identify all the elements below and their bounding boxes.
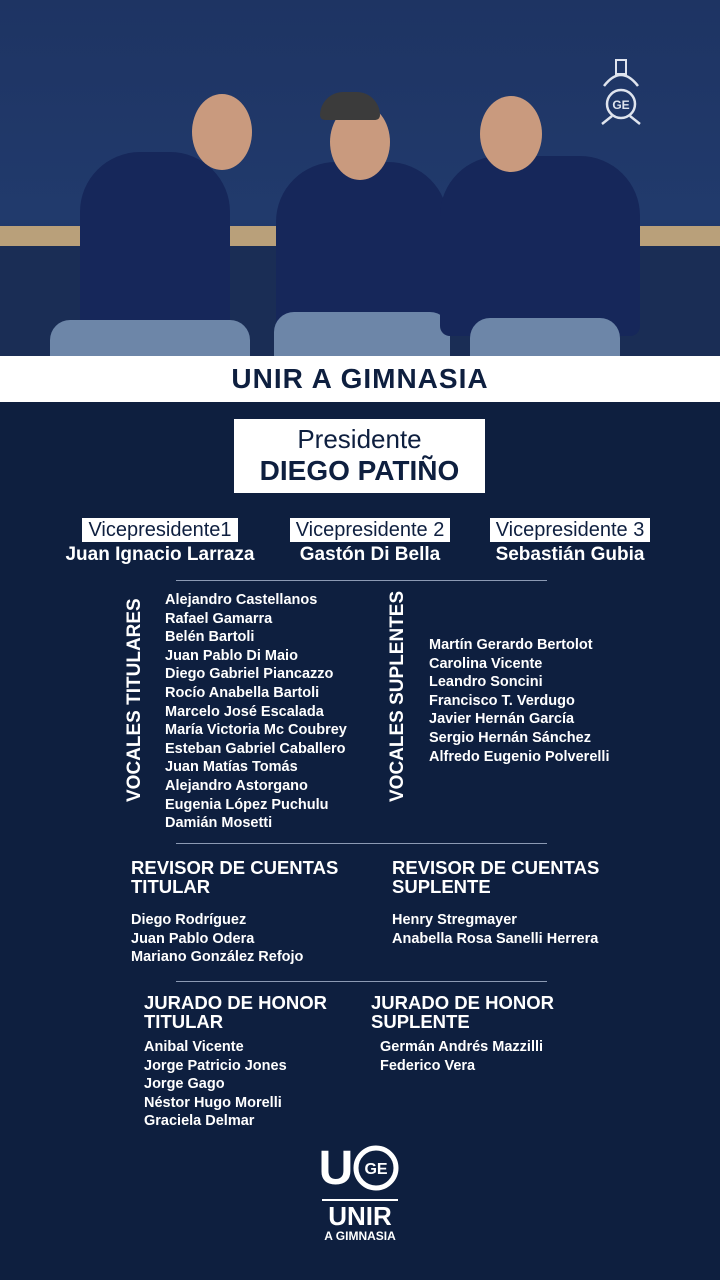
list-item: Marcelo José Escalada — [165, 703, 324, 720]
divider-3 — [176, 981, 547, 982]
logo-line-1: UNIR — [328, 1201, 392, 1231]
revisor-titular-list — [131, 911, 303, 967]
revisor-suplente-list — [392, 911, 598, 948]
title-banner — [0, 356, 720, 402]
list-item: Juan Pablo Di Maio — [165, 647, 298, 664]
list-item: Francisco T. Verdugo — [429, 692, 575, 709]
list-item: Mariano González Refojo — [131, 949, 304, 966]
person-left — [40, 90, 280, 356]
jurado-titular-list — [144, 1038, 287, 1131]
list-item: Javier Hernán García — [429, 711, 575, 728]
list-item: Germán Andrés Mazzilli — [380, 1039, 544, 1055]
list-item: Rocío Anabella Bartoli — [165, 684, 320, 701]
revisor-titular-heading — [131, 858, 338, 896]
list-item: Sergio Hernán Sánchez — [429, 729, 591, 746]
revisor-suplente-heading — [392, 858, 599, 896]
list-item: Juan Pablo Odera — [131, 930, 255, 947]
list-item: Eugenia López Puchulu — [165, 796, 329, 813]
revisor-titular-heading-line2: TITULAR — [131, 876, 211, 897]
list-item: Anibal Vicente — [144, 1039, 244, 1055]
list-item: Belén Bartoli — [165, 629, 255, 646]
president-box — [234, 419, 485, 493]
vicepresident-2 — [280, 518, 460, 568]
vicepresident-1 — [60, 518, 260, 568]
vicepresident-3 — [480, 518, 660, 568]
jurado-suplente-heading — [371, 993, 554, 1031]
jurado-suplente-list — [380, 1038, 543, 1075]
list-item: Esteban Gabriel Caballero — [165, 740, 346, 757]
list-item: Anabella Rosa Sanelli Herrera — [392, 930, 599, 947]
logo-line-2: A GIMNASIA — [324, 1229, 396, 1243]
jurado-suplente-heading-line1: JURADO DE HONOR — [371, 992, 554, 1013]
divider-1 — [176, 580, 547, 581]
team-photo — [0, 0, 720, 356]
list-item: Juan Matías Tomás — [165, 759, 298, 776]
list-item: Rafael Gamarra — [165, 610, 273, 627]
list-item: Henry Stregmayer — [392, 912, 517, 928]
list-item: Diego Rodríguez — [131, 912, 247, 928]
list-item: Martín Gerardo Bertolot — [429, 637, 593, 653]
club-crest-icon — [594, 54, 648, 134]
jurado-suplente-heading-line2: SUPLENTE — [371, 1011, 470, 1032]
list-item: Graciela Delmar — [144, 1113, 255, 1130]
svg-text:GE: GE — [364, 1161, 388, 1178]
jurado-titular-heading-line1: JURADO DE HONOR — [144, 992, 327, 1013]
revisor-titular-heading-line1: REVISOR DE CUENTAS — [131, 857, 339, 878]
revisor-suplente-heading-line1: REVISOR DE CUENTAS — [392, 857, 600, 878]
list-item: Alejandro Astorgano — [165, 777, 308, 794]
vocales-titulares-heading: VOCALES TITULARES — [124, 598, 145, 802]
list-item: Jorge Patricio Jones — [144, 1057, 287, 1074]
vocales-suplentes-list — [429, 636, 609, 766]
president-name: DIEGO PATIÑO — [259, 455, 460, 486]
list-item: Damián Mosetti — [165, 815, 273, 832]
revisor-suplente-heading-line2: SUPLENTE — [392, 876, 491, 897]
vicepresident-3-name: Sebastián Gubia — [495, 544, 645, 565]
list-item: Néstor Hugo Morelli — [144, 1094, 282, 1111]
unir-logo-mark-icon — [318, 1140, 402, 1192]
vicepresident-2-label: Vicepresidente 2 — [290, 518, 451, 542]
vicepresident-3-label: Vicepresidente 3 — [490, 518, 651, 542]
list-item: Alfredo Eugenio Polverelli — [429, 748, 610, 765]
unir-logo — [318, 1140, 402, 1243]
divider-2 — [176, 843, 547, 844]
svg-text:GE: GE — [612, 98, 630, 112]
banner-title: UNIR A GIMNASIA — [231, 363, 489, 394]
president-label: Presidente — [297, 424, 422, 454]
vicepresident-2-name: Gastón Di Bella — [299, 544, 441, 565]
vocales-suplentes-heading: VOCALES SUPLENTES — [387, 590, 408, 802]
jurado-titular-heading-line2: TITULAR — [144, 1011, 224, 1032]
list-item: Alejandro Castellanos — [165, 592, 318, 608]
jurado-titular-heading — [144, 993, 327, 1031]
list-item: María Victoria Mc Coubrey — [165, 722, 347, 739]
vicepresident-1-name: Juan Ignacio Larraza — [65, 544, 255, 565]
vocales-titulares-list — [165, 591, 347, 833]
list-item: Jorge Gago — [144, 1076, 225, 1093]
list-item: Carolina Vicente — [429, 655, 543, 672]
svg-text:U: U — [318, 1142, 354, 1192]
list-item: Diego Gabriel Piancazzo — [165, 666, 334, 683]
vicepresident-1-label: Vicepresidente1 — [82, 518, 237, 542]
list-item: Leandro Soncini — [429, 674, 543, 691]
list-item: Federico Vera — [380, 1057, 476, 1074]
